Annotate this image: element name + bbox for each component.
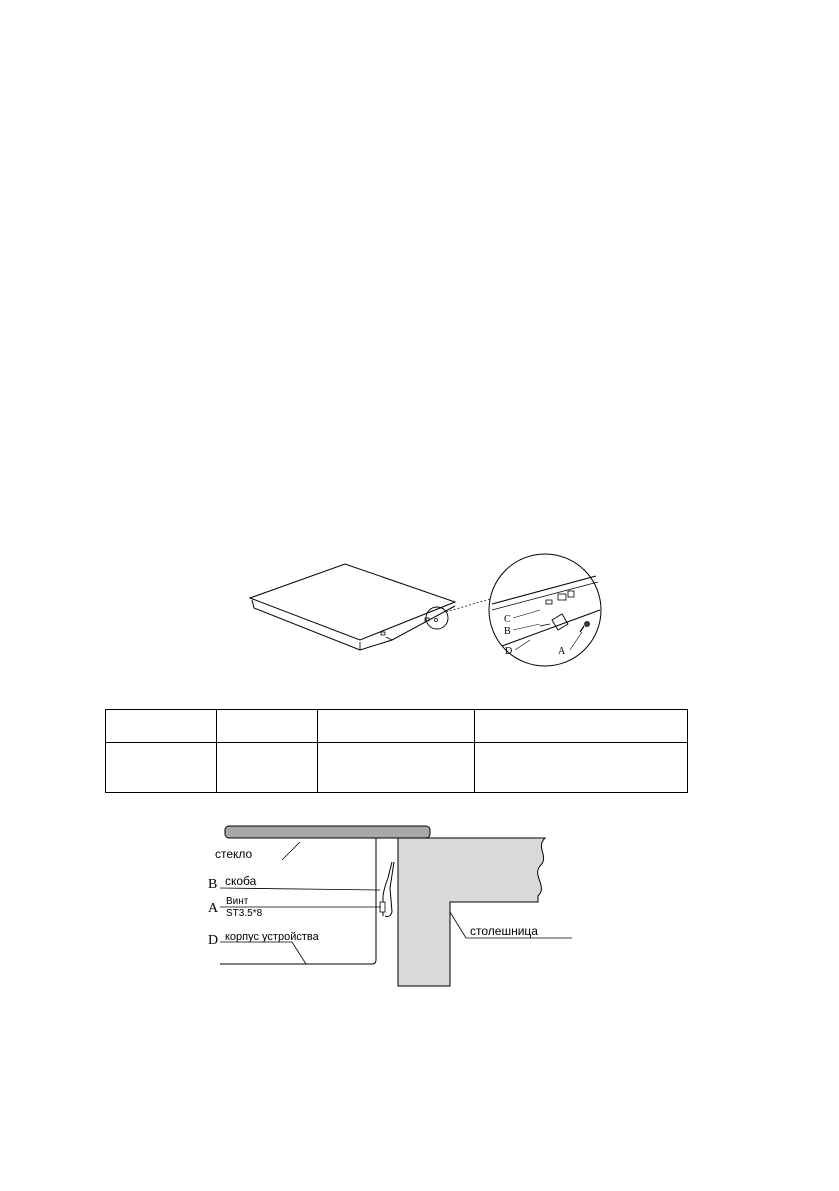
- label-screw-spec: ST3.5*8: [226, 908, 263, 919]
- label-screw: Винт: [226, 896, 249, 907]
- table-cell: [106, 710, 217, 743]
- callout-c: C: [504, 614, 511, 625]
- callout-d: D: [505, 646, 513, 657]
- label-b-letter: B: [208, 877, 218, 892]
- table-cell: [318, 743, 475, 793]
- spec-table: [105, 709, 688, 793]
- label-a-letter: A: [208, 901, 219, 916]
- label-glass: стекло: [215, 847, 253, 861]
- table-cell: [318, 710, 475, 743]
- glass-plate: [225, 826, 430, 838]
- callout-a: A: [558, 646, 566, 657]
- hob-installation-figure: [240, 550, 620, 670]
- table-cell: [106, 743, 217, 793]
- table-row: [106, 743, 688, 793]
- label-bracket: скоба: [225, 874, 257, 888]
- countertop-section: [398, 838, 545, 986]
- table-row: [106, 710, 688, 743]
- table-cell: [217, 710, 318, 743]
- label-countertop: столешница: [470, 924, 538, 938]
- table-cell: [475, 743, 688, 793]
- callout-b: B: [504, 626, 511, 637]
- table-cell: [475, 710, 688, 743]
- label-device-body: корпус устройства: [225, 931, 319, 943]
- table-cell: [217, 743, 318, 793]
- mounting-cross-section-figure: [200, 818, 590, 990]
- hob-glass-top: [250, 564, 455, 640]
- label-d-letter: D: [208, 933, 219, 948]
